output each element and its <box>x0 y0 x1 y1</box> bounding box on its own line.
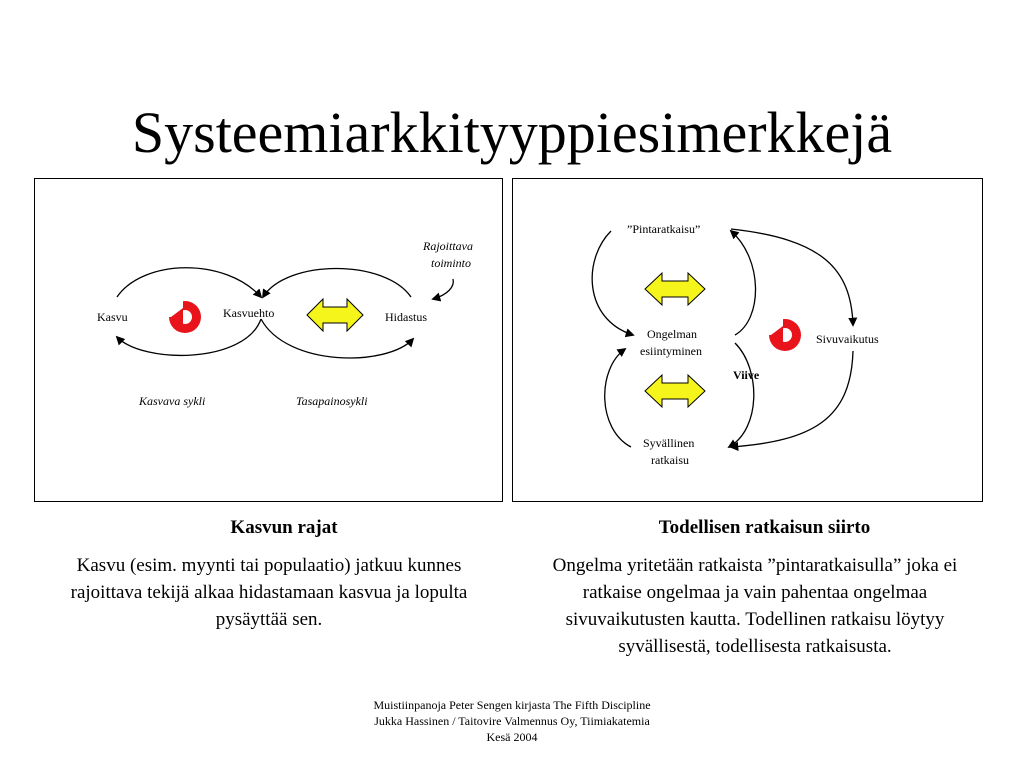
node-problem-line2: esiintyminen <box>640 344 702 358</box>
slide-title: Systeemiarkkityyppiesimerkkejä <box>131 100 893 165</box>
limiting-action-line2: toiminto <box>431 256 472 270</box>
left-caption-title: Kasvun rajat <box>230 517 338 538</box>
arrow-problem-to-quickfix <box>731 231 756 335</box>
right-caption-title: Todellisen ratkaisun siirto <box>658 517 871 538</box>
node-problem-line1: Ongelman <box>647 327 697 341</box>
shifting-the-burden-diagram <box>512 178 983 502</box>
right-caption-body: Ongelma yritetään ratkaista ”pintaratkaisulla” joka ei ratkaise ongelmaa ja vain pahentaa ongelmaa sivuvaikutusten kautta. Todellinen ratkaisu löytyy syvällisestä, todellisesta ratkaisusta. <box>552 555 958 657</box>
node-growth: Kasvu <box>97 310 128 324</box>
balancing-loop-label: Tasapainosykli <box>296 394 368 408</box>
footer-line1: Muistiinpanoja Peter Sengen kirjasta The Fifth Discipline <box>373 698 651 712</box>
delay-label: Viive <box>733 368 760 382</box>
reinforcing-loop-icon <box>169 301 201 333</box>
shifting-the-burden-arrows <box>513 179 984 503</box>
upper-balancing-icon <box>645 273 705 305</box>
node-side-effect: Sivuvaikutus <box>816 332 879 346</box>
node-fundamental-line1: Syvällinen <box>643 436 695 450</box>
arrow-fundamental-to-problem <box>605 349 631 447</box>
footer <box>0 697 1024 745</box>
limiting-action-line1: Rajoittava <box>423 239 473 253</box>
arrow-problem-to-fundamental <box>729 343 754 447</box>
arrow-growth-to-condition <box>117 268 261 297</box>
arrow-quickfix-to-problem <box>592 231 633 335</box>
reinforcing-loop-label: Kasvava sykli <box>139 394 206 408</box>
node-growth-condition: Kasvuehto <box>223 306 275 320</box>
arrow-slowing-to-condition <box>263 269 411 298</box>
footer-line3: Kesä 2004 <box>486 730 538 744</box>
left-caption-body: Kasvu (esim. myynti tai populaatio) jatkuu kunnes rajoittava tekijä alkaa hidastamaan kasvua ja lopulta pysäyttää sen. <box>70 555 468 630</box>
arrow-quickfix-to-sideeffect <box>731 229 853 325</box>
balancing-loop-icon <box>307 299 363 331</box>
node-slowing: Hidastus <box>385 310 427 324</box>
node-fundamental-line2: ratkaisu <box>651 453 689 467</box>
footer-line2: Jukka Hassinen / Taitovire Valmennus Oy, Tiimiakatemia <box>374 714 650 728</box>
lower-balancing-icon <box>645 375 705 407</box>
node-quick-fix: ”Pintaratkaisu” <box>627 222 701 236</box>
reinforcing-loop-icon <box>769 319 801 351</box>
arrow-limiting-action <box>433 279 453 299</box>
limits-to-growth-diagram <box>34 178 503 502</box>
limits-to-growth-arrows <box>35 179 504 503</box>
